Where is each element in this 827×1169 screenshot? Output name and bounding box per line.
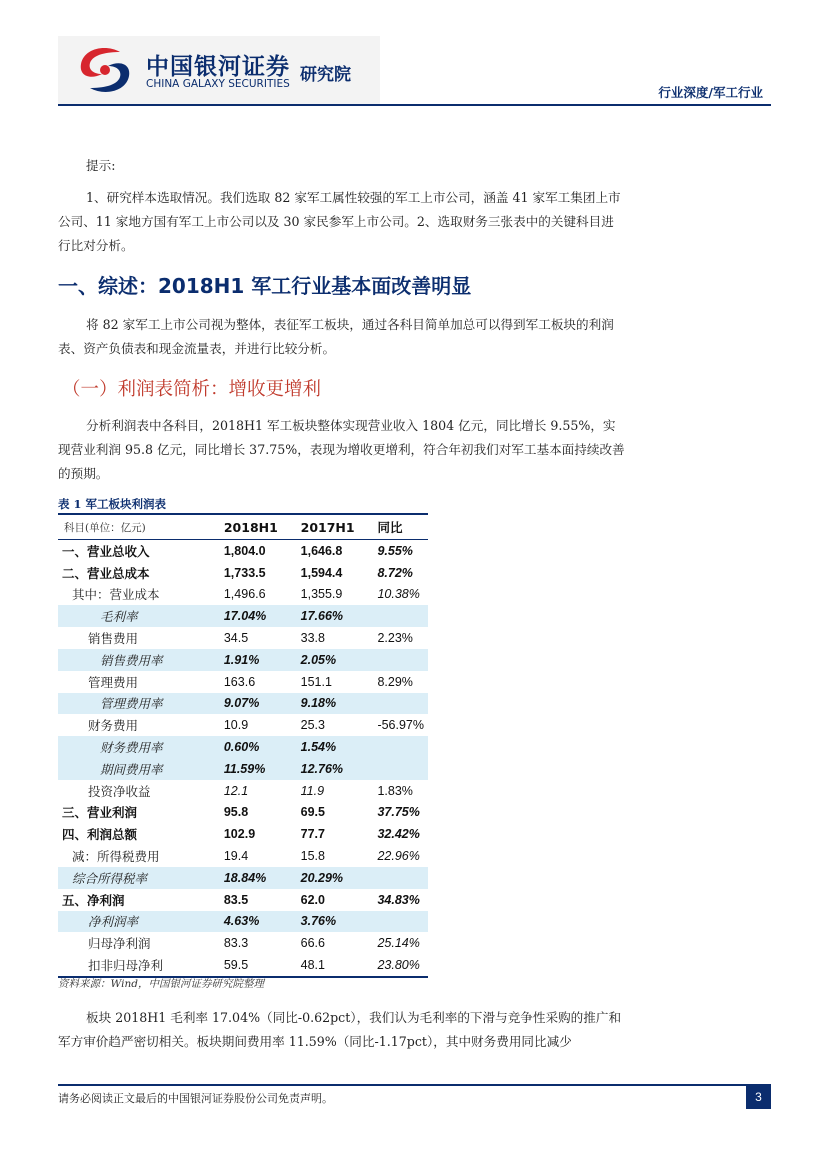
cell-2018h1: 83.3 (223, 936, 249, 951)
cell-2017h1: 62.0 (300, 892, 325, 907)
table-row (58, 889, 428, 911)
cell-2017h1: 9.18% (297, 693, 374, 715)
cell-2018h1: 1,733.5 (223, 565, 266, 580)
notice-title: 提示: (86, 158, 116, 173)
cell-yoy: 32.42% (377, 827, 420, 842)
table-row (58, 649, 428, 671)
header-divider (58, 104, 771, 106)
cell-2017h1: 3.76% (297, 911, 374, 933)
footer-divider (58, 1084, 771, 1086)
row-label: 扣非归母净利 (58, 954, 220, 977)
cell-yoy: 23.80% (373, 954, 428, 977)
cell-2018h1: 4.63% (220, 911, 297, 933)
table-row (58, 627, 428, 649)
galaxy-logo-icon (76, 44, 134, 96)
cell-yoy (373, 605, 428, 627)
table-row (58, 911, 428, 933)
cell-2017h1: 1,646.8 (300, 543, 343, 558)
table-title: 表 1 军工板块利润表 (58, 497, 167, 511)
notice-body: 1、研究样本选取情况。我们选取 82 家军工属性较强的军工上市公司，涵盖 41 家军工集团上市公司、11 家地方国有军工上市公司以及 30 家民参军上市公司。2、选取财务三张表中的关键科目进行比对分析。 (58, 190, 621, 253)
row-label: 综合所得税率 (58, 867, 220, 889)
row-label: 五、净利润 (62, 892, 125, 908)
cell-2017h1: 151.1 (300, 674, 332, 689)
cell-2017h1: 12.76% (297, 758, 374, 780)
row-label: 期间费用率 (58, 758, 220, 780)
cell-2018h1: 0.60% (220, 736, 297, 758)
cell-2017h1: 69.5 (300, 805, 325, 820)
table-row (58, 867, 428, 889)
page-header (0, 0, 827, 106)
header-2018h1: 2018H1 (220, 514, 297, 540)
cell-2018h1: 10.9 (223, 718, 249, 733)
cell-2018h1: 17.04% (220, 605, 297, 627)
cell-2018h1: 9.07% (220, 693, 297, 715)
cell-2018h1: 102.9 (223, 827, 256, 842)
cell-2017h1: 77.7 (300, 827, 325, 842)
cell-yoy: 34.83% (377, 892, 420, 907)
subsection-heading: （一）利润表简析：增收更增利 (62, 379, 322, 400)
cell-2018h1: 11.59% (220, 758, 297, 780)
table-source: 资料来源：Wind，中国银河证券研究院整理 (58, 978, 264, 990)
report-category: 行业深度/军工行业 (658, 85, 763, 100)
cell-yoy: -56.97% (377, 718, 424, 733)
row-label: 一、营业总收入 (62, 543, 150, 559)
cell-2017h1: 11.9 (300, 783, 325, 798)
row-label: 归母净利润 (88, 936, 151, 952)
cell-2017h1: 20.29% (297, 867, 374, 889)
table-row (58, 693, 428, 715)
table-row (58, 802, 428, 824)
row-label: 财务费用 (88, 718, 139, 734)
table-row (58, 584, 428, 606)
table-row (58, 845, 428, 867)
cell-2017h1: 17.66% (297, 605, 374, 627)
cell-yoy: 9.55% (377, 543, 413, 558)
row-label: 其中：营业成本 (72, 587, 160, 603)
row-label: 毛利率 (58, 605, 220, 627)
cell-2017h1: 1,594.4 (300, 565, 343, 580)
row-label: 净利润率 (58, 911, 220, 933)
cell-2018h1: 1,804.0 (223, 543, 266, 558)
cell-yoy (373, 736, 428, 758)
logo-institute: 研究院 (300, 65, 351, 85)
income-statement-table (58, 513, 428, 978)
cell-yoy: 2.23% (377, 631, 413, 646)
cell-2017h1: 1.54% (297, 736, 374, 758)
cell-2018h1: 12.1 (223, 783, 249, 798)
table-row (58, 758, 428, 780)
cell-2018h1: 1.91% (220, 649, 297, 671)
cell-yoy (373, 649, 428, 671)
row-label: 销售费用率 (58, 649, 220, 671)
row-label: 三、营业利润 (62, 805, 138, 821)
row-label: 减：所得税费用 (72, 849, 160, 865)
table-row (58, 780, 428, 802)
cell-yoy: 22.96% (377, 849, 420, 864)
closing-paragraph: 板块 2018H1 毛利率 17.04%（同比-0.62pct），我们认为毛利率的下滑与竞争性采购的推广和军方审价趋严密切相关。板块期间费用率 11.59%（同比-1.17pct），其中财务费用同比减少 (58, 1010, 622, 1049)
cell-2017h1: 48.1 (297, 954, 374, 977)
table-row (58, 932, 428, 954)
row-label: 投资净收益 (88, 783, 151, 799)
cell-yoy (373, 867, 428, 889)
cell-yoy: 10.38% (377, 587, 420, 602)
logo-chinese-name: 中国银河证券 (146, 54, 290, 80)
row-label: 销售费用 (88, 631, 139, 647)
cell-2018h1: 1,496.6 (223, 587, 266, 602)
row-label: 二、营业总成本 (62, 565, 150, 581)
page-number: 3 (746, 1086, 771, 1109)
cell-2018h1: 163.6 (223, 674, 256, 689)
cell-2017h1: 25.3 (300, 718, 325, 733)
section-heading: 一、综述：2018H1 军工行业基本面改善明显 (58, 274, 472, 298)
table-header-row (58, 514, 428, 540)
cell-2017h1: 1,355.9 (300, 587, 343, 602)
cell-2017h1: 15.8 (300, 849, 325, 864)
cell-yoy: 8.29% (377, 674, 413, 689)
cell-2017h1: 2.05% (297, 649, 374, 671)
row-label: 管理费用 (88, 674, 139, 690)
section-paragraph: 将 82 家军工上市公司视为整体，表征军工板块，通过各科目简单加总可以得到军工板块的利润表、资产负债表和现金流量表，并进行比较分析。 (58, 317, 614, 356)
table-row (58, 823, 428, 845)
table-row (58, 605, 428, 627)
cell-2018h1: 59.5 (220, 954, 297, 977)
table-row (58, 540, 428, 562)
table-row (58, 562, 428, 584)
cell-2017h1: 66.6 (300, 936, 325, 951)
cell-yoy: 1.83% (377, 783, 413, 798)
cell-2018h1: 18.84% (220, 867, 297, 889)
footer-disclaimer: 请务必阅读正文最后的中国银河证券股份公司免责声明。 (58, 1092, 333, 1105)
row-label: 四、利润总额 (62, 827, 138, 843)
row-label: 管理费用率 (58, 693, 220, 715)
header-item: 科目(单位：亿元) (58, 514, 220, 540)
cell-yoy: 37.75% (377, 805, 420, 820)
cell-2018h1: 83.5 (223, 892, 249, 907)
cell-yoy (373, 758, 428, 780)
cell-yoy: 8.72% (377, 565, 413, 580)
header-yoy: 同比 (373, 514, 428, 540)
cell-yoy: 25.14% (377, 936, 420, 951)
table-row (58, 714, 428, 736)
table-row (58, 954, 428, 977)
subsection-paragraph: 分析利润表中各科目，2018H1 军工板块整体实现营业收入 1804 亿元，同比增长 9.55%，实现营业利润 95.8 亿元，同比增长 37.75%，表现为增收更增利，符合年初我们对军工基本面持续改善的预期。 (58, 418, 625, 481)
cell-yoy (373, 693, 428, 715)
cell-yoy (373, 911, 428, 933)
cell-2018h1: 19.4 (223, 849, 249, 864)
logo-english-name: CHINA GALAXY SECURITIES (146, 78, 290, 90)
table-row (58, 671, 428, 693)
cell-2017h1: 33.8 (300, 631, 325, 646)
table-row (58, 736, 428, 758)
cell-2018h1: 95.8 (223, 805, 249, 820)
cell-2018h1: 34.5 (223, 631, 249, 646)
header-2017h1: 2017H1 (297, 514, 374, 540)
row-label: 财务费用率 (58, 736, 220, 758)
